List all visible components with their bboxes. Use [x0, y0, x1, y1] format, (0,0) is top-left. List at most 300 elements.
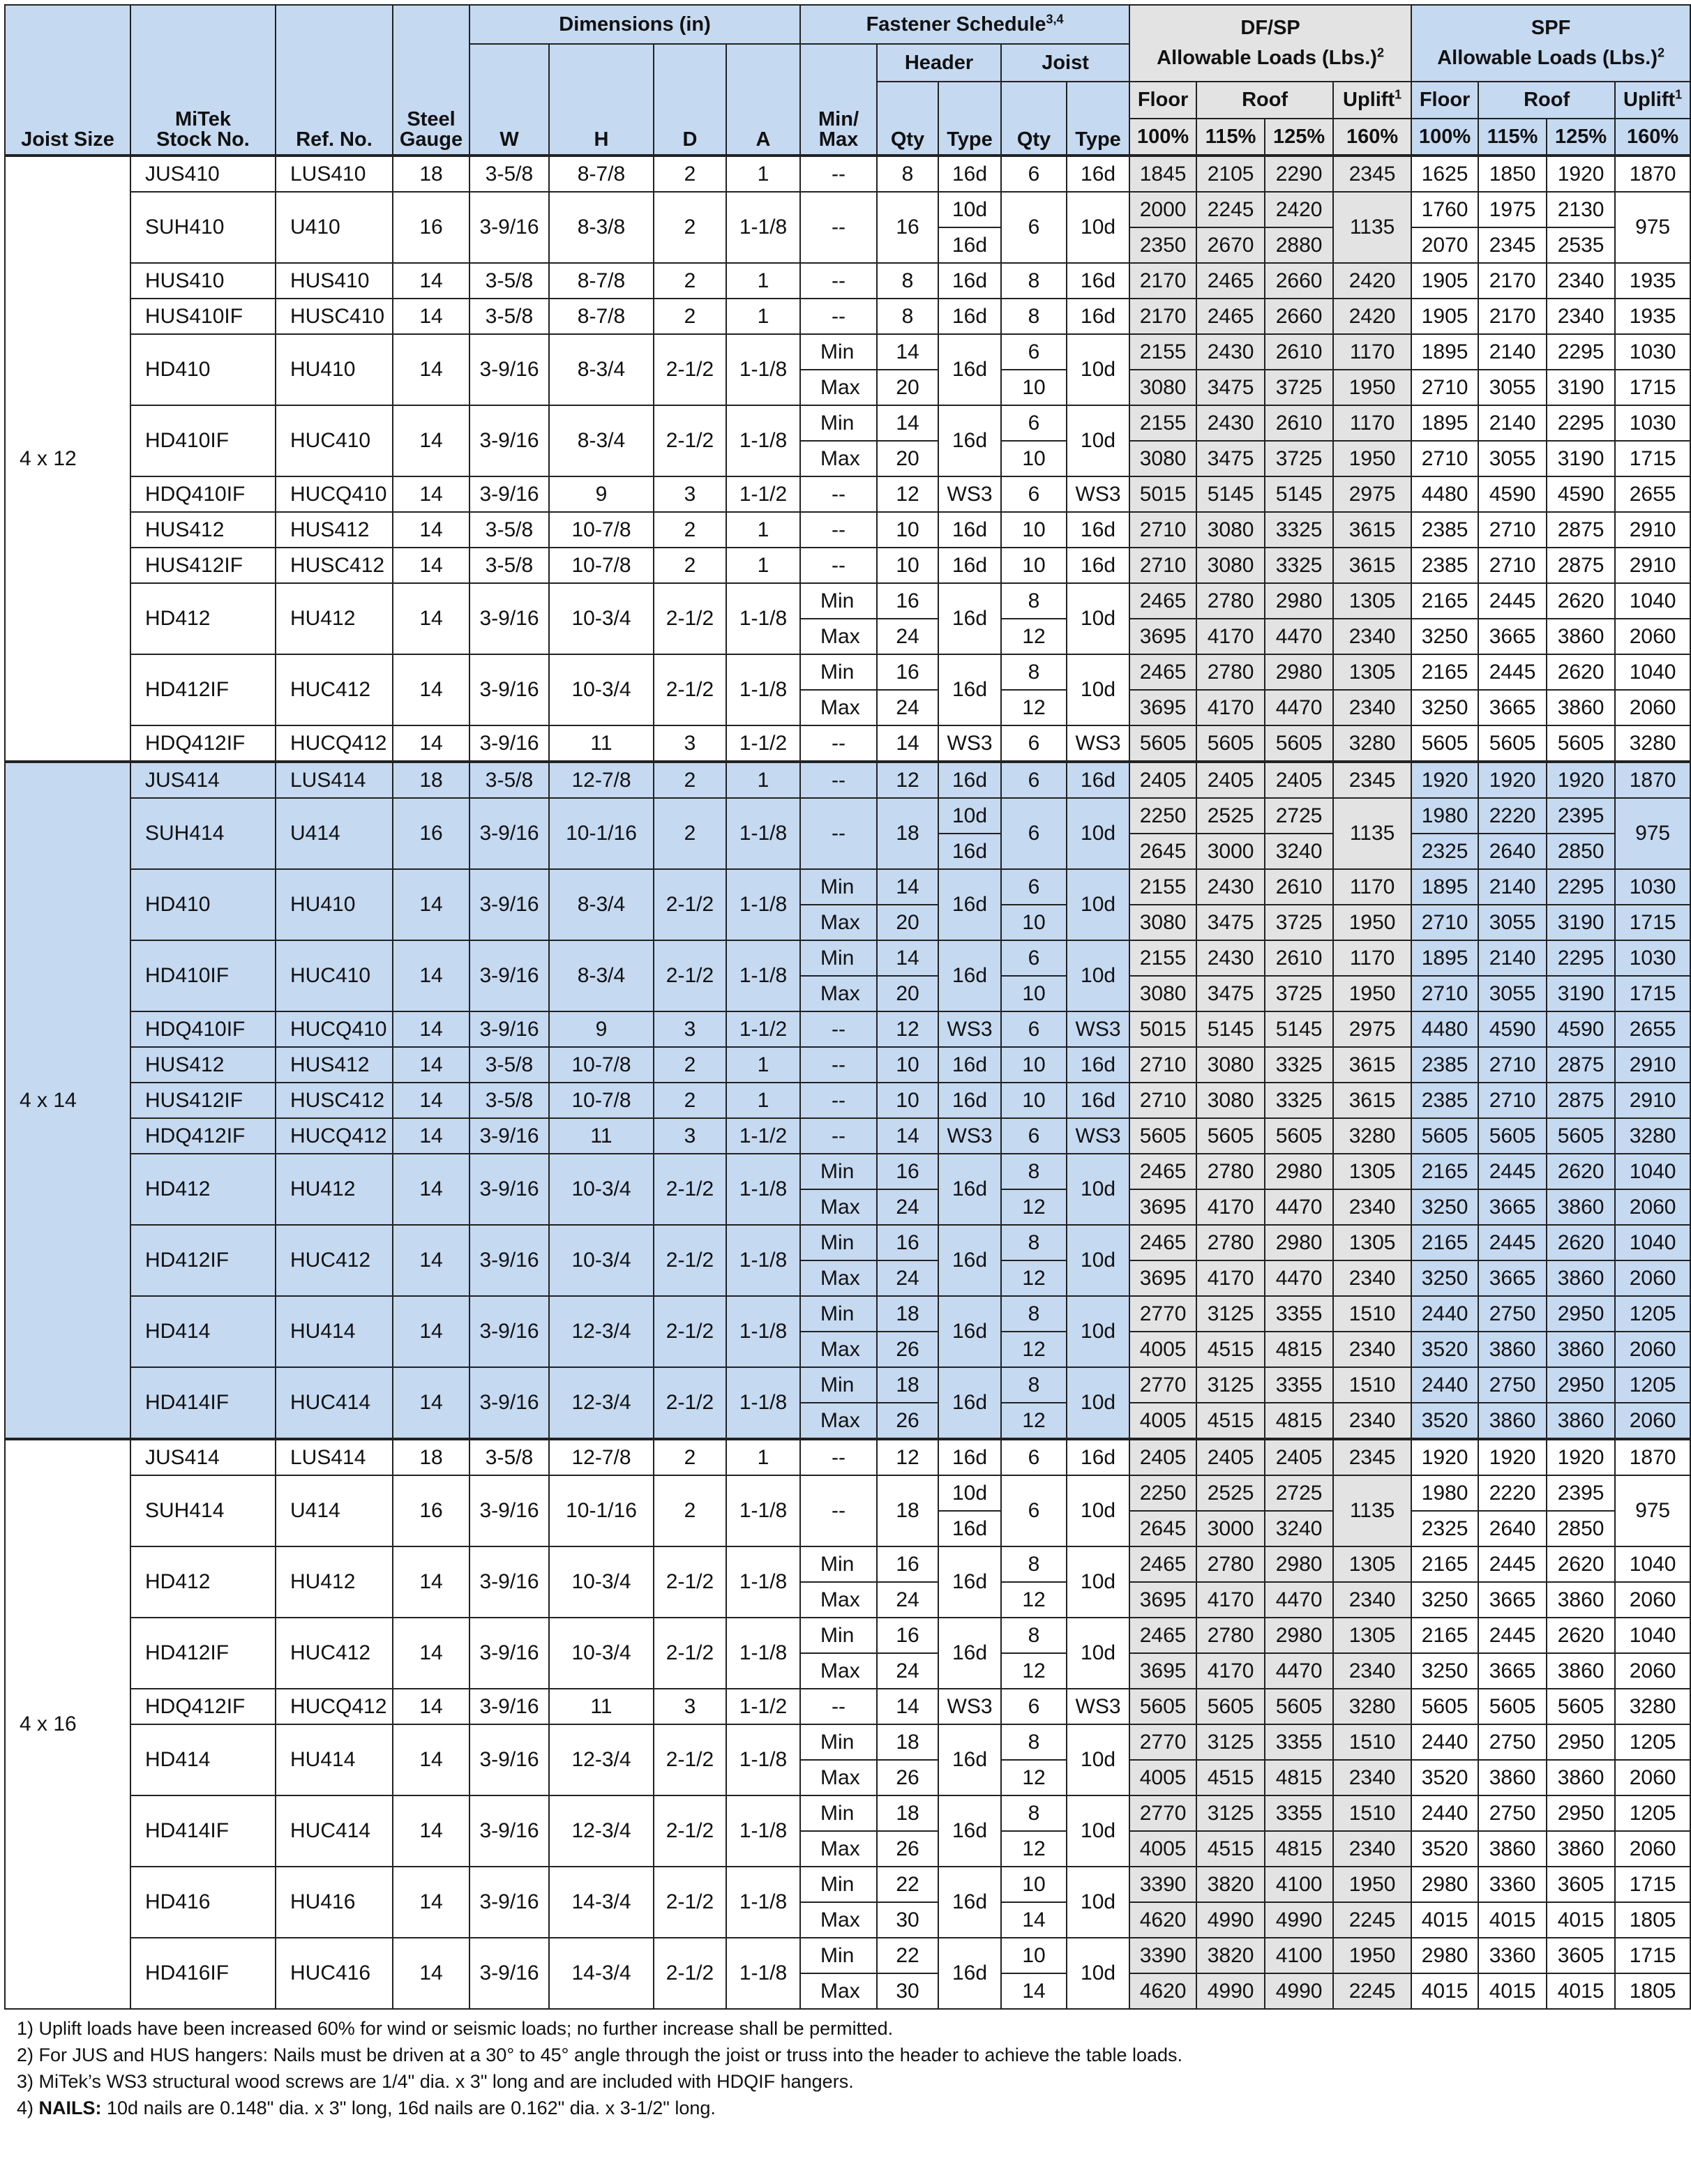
dim-d-cell: 2-1/2: [654, 334, 726, 405]
dim-a-cell: 1-1/2: [726, 1689, 800, 1724]
minmax-cell: Max: [800, 905, 877, 940]
header-qty-cell: 24: [877, 1582, 938, 1618]
header-qty-cell: 24: [877, 1189, 938, 1225]
table-row: [5, 1689, 1690, 1724]
stock-no-cell: HUS412IF: [130, 1083, 276, 1118]
spf-load-cell: 2620: [1547, 1618, 1615, 1653]
dfsp-load-cell: 2525: [1196, 1475, 1265, 1511]
dfsp-load-cell: 3125: [1196, 1367, 1265, 1403]
joist-qty-cell: 12: [1001, 690, 1067, 725]
header-mitek-line2: Stock No.: [156, 128, 250, 151]
dim-h-cell: 10-3/4: [549, 1154, 654, 1225]
header-qty-cell: 26: [877, 1332, 938, 1367]
stock-no-cell: HUS412IF: [130, 548, 276, 583]
dfsp-load-cell: 3280: [1333, 1118, 1411, 1154]
dfsp-load-cell: 2340: [1333, 1332, 1411, 1367]
dfsp-load-cell: 5605: [1265, 1689, 1333, 1724]
dim-w-cell: 3-9/16: [469, 869, 549, 940]
table-row: [5, 334, 1690, 370]
dfsp-load-cell: 2245: [1333, 1902, 1411, 1938]
dfsp-load-cell: 3080: [1129, 976, 1196, 1011]
ref-no-cell: HUCQ410: [276, 476, 393, 512]
header-type-cell: 16d: [938, 869, 1001, 940]
spf-load-cell: 2060: [1615, 1831, 1690, 1867]
table-row: [5, 1154, 1690, 1189]
header-qty-cell: 24: [877, 1260, 938, 1296]
gauge-cell: 14: [393, 654, 469, 725]
spf-load-cell: 3860: [1547, 619, 1615, 654]
dim-h-cell: 10-3/4: [549, 1618, 654, 1689]
minmax-cell: --: [800, 548, 877, 583]
spf-load-cell: 2950: [1547, 1724, 1615, 1760]
dfsp-load-cell: 2710: [1129, 1083, 1196, 1118]
spf-load-cell: 3520: [1411, 1760, 1478, 1795]
table-row: [5, 1938, 1690, 1973]
joist-qty-cell: 10: [1001, 1047, 1067, 1083]
spf-load-cell: 2440: [1411, 1795, 1478, 1831]
dim-w-cell: 3-9/16: [469, 476, 549, 512]
dim-d-cell: 2: [654, 192, 726, 263]
dim-w-cell: 3-9/16: [469, 940, 549, 1011]
minmax-cell: --: [800, 512, 877, 548]
header-dfsp-line1: DF/SP: [1240, 17, 1300, 39]
spf-load-cell: 1920: [1547, 156, 1615, 192]
ref-no-cell: HUS412: [276, 512, 393, 548]
dfsp-load-cell: 2430: [1196, 334, 1265, 370]
dfsp-load-cell: 2250: [1129, 1475, 1196, 1511]
spf-load-cell: 5605: [1547, 725, 1615, 762]
dfsp-load-cell: 5145: [1196, 1011, 1265, 1047]
table-row: [5, 725, 1690, 762]
dim-a-cell: 1-1/8: [726, 798, 800, 869]
dim-h-cell: 10-3/4: [549, 583, 654, 654]
minmax-cell: Min: [800, 405, 877, 441]
spf-load-cell: 2710: [1478, 548, 1547, 583]
spf-load-cell: 2060: [1615, 1403, 1690, 1439]
dfsp-load-cell: 3475: [1196, 905, 1265, 940]
dfsp-load-cell: 3615: [1333, 1047, 1411, 1083]
dfsp-load-cell: 2880: [1265, 227, 1333, 263]
minmax-cell: --: [800, 299, 877, 334]
dfsp-load-cell: 2155: [1129, 334, 1196, 370]
header-qty-cell: 14: [877, 334, 938, 370]
dfsp-load-cell: 3695: [1129, 690, 1196, 725]
table-row: [5, 1439, 1690, 1475]
dfsp-load-cell: 2710: [1129, 512, 1196, 548]
minmax-cell: Min: [800, 654, 877, 690]
minmax-cell: Min: [800, 1795, 877, 1831]
dfsp-load-cell: 5605: [1129, 725, 1196, 762]
spf-load-cell: 3860: [1547, 1403, 1615, 1439]
spf-load-cell: 5605: [1478, 1118, 1547, 1154]
dfsp-load-cell: 2345: [1333, 1439, 1411, 1475]
joist-qty-cell: 10: [1001, 512, 1067, 548]
dfsp-load-cell: 2155: [1129, 940, 1196, 976]
joist-qty-cell: 8: [1001, 1618, 1067, 1653]
spf-load-cell: 2655: [1615, 1011, 1690, 1047]
joist-qty-cell: 6: [1001, 798, 1067, 869]
header-type-cell: 10d: [938, 1475, 1001, 1511]
stock-no-cell: JUS414: [130, 1439, 276, 1475]
joist-type-cell: 10d: [1067, 405, 1129, 476]
ref-no-cell: HUC412: [276, 1618, 393, 1689]
header-qty-cell: 20: [877, 905, 938, 940]
spf-load-cell: 2710: [1478, 1083, 1547, 1118]
minmax-cell: Min: [800, 1724, 877, 1760]
header-type-cell: 16d: [938, 1618, 1001, 1689]
dfsp-load-cell: 2245: [1333, 1973, 1411, 2009]
dfsp-load-cell: 4170: [1196, 1582, 1265, 1618]
dfsp-load-cell: 5145: [1196, 476, 1265, 512]
joist-qty-cell: 6: [1001, 762, 1067, 798]
table-row: [5, 1546, 1690, 1582]
joist-qty-cell: 8: [1001, 654, 1067, 690]
header-minmax: [800, 44, 877, 156]
dfsp-load-cell: 4515: [1196, 1403, 1265, 1439]
dfsp-load-cell: 3475: [1196, 370, 1265, 405]
spf-load-cell: 1920: [1547, 1439, 1615, 1475]
header-qty-cell: 18: [877, 1724, 938, 1760]
joist-type-cell: 10d: [1067, 1546, 1129, 1618]
dim-d-cell: 2-1/2: [654, 869, 726, 940]
spf-load-cell: 1030: [1615, 940, 1690, 976]
dfsp-load-cell: 3325: [1265, 1047, 1333, 1083]
dfsp-load-cell: 2465: [1196, 263, 1265, 299]
spf-load-cell: 2620: [1547, 1154, 1615, 1189]
dfsp-load-cell: 4470: [1265, 1260, 1333, 1296]
gauge-cell: 16: [393, 798, 469, 869]
dim-w-cell: 3-9/16: [469, 654, 549, 725]
spf-load-cell: 4015: [1547, 1902, 1615, 1938]
spf-load-cell: 1760: [1411, 192, 1478, 227]
joist-qty-cell: 6: [1001, 1689, 1067, 1724]
spf-load-cell: 1920: [1478, 762, 1547, 798]
dim-d-cell: 2-1/2: [654, 654, 726, 725]
spf-load-cell: 2440: [1411, 1367, 1478, 1403]
spf-load-cell: 1850: [1478, 156, 1547, 192]
stock-no-cell: HD412: [130, 583, 276, 654]
header-type-cell: 16d: [938, 1083, 1001, 1118]
gauge-cell: 14: [393, 1938, 469, 2009]
joist-size-cell: 4 x 16: [5, 1439, 130, 2009]
joist-type-cell: 10d: [1067, 1938, 1129, 2009]
dim-w-cell: 3-5/8: [469, 156, 549, 192]
dfsp-load-cell: 4515: [1196, 1332, 1265, 1367]
dfsp-load-cell: 5605: [1196, 1118, 1265, 1154]
dim-a-cell: 1-1/8: [726, 334, 800, 405]
dfsp-load-cell: 3615: [1333, 1083, 1411, 1118]
dfsp-load-cell: 3695: [1129, 1260, 1196, 1296]
joist-qty-cell: 10: [1001, 370, 1067, 405]
joist-qty-cell: 10: [1001, 1938, 1067, 1973]
dfsp-load-cell: 2345: [1333, 762, 1411, 798]
dim-h-cell: 11: [549, 725, 654, 762]
gauge-cell: 14: [393, 1689, 469, 1724]
dfsp-load-cell: 2770: [1129, 1724, 1196, 1760]
spf-load-cell: 1040: [1615, 1618, 1690, 1653]
table-row: [5, 1011, 1690, 1047]
spf-load-cell: 2710: [1411, 441, 1478, 476]
dfsp-load-cell: 4100: [1265, 1938, 1333, 1973]
spf-load-cell: 1715: [1615, 976, 1690, 1011]
header-header-group: Header: [877, 44, 1001, 82]
joist-qty-cell: 6: [1001, 476, 1067, 512]
footnote: [17, 2095, 1182, 2121]
ref-no-cell: HUS410: [276, 263, 393, 299]
header-qty-cell: 20: [877, 370, 938, 405]
dfsp-load-cell: 3355: [1265, 1795, 1333, 1831]
dim-w-cell: 3-9/16: [469, 1154, 549, 1225]
minmax-cell: Min: [800, 583, 877, 619]
gauge-cell: 14: [393, 1546, 469, 1618]
spf-load-cell: 3250: [1411, 619, 1478, 654]
dfsp-load-cell: 2350: [1129, 227, 1196, 263]
table-row: [5, 192, 1690, 227]
header-type-cell: WS3: [938, 476, 1001, 512]
spf-load-cell: 1895: [1411, 334, 1478, 370]
dim-d-cell: 3: [654, 725, 726, 762]
spf-load-cell: 1935: [1615, 299, 1690, 334]
dfsp-load-cell: 5015: [1129, 1011, 1196, 1047]
stock-no-cell: HD410: [130, 869, 276, 940]
header-qty-cell: 26: [877, 1760, 938, 1795]
dfsp-load-cell: 1510: [1333, 1367, 1411, 1403]
gauge-cell: 14: [393, 1724, 469, 1795]
gauge-cell: 14: [393, 583, 469, 654]
spf-load-cell: 1920: [1411, 762, 1478, 798]
dim-w-cell: 3-5/8: [469, 1439, 549, 1475]
table-row: [5, 548, 1690, 583]
spf-load-cell: 2340: [1547, 263, 1615, 299]
footnote: [17, 2015, 1182, 2042]
dfsp-load-cell: 2670: [1196, 227, 1265, 263]
dim-a-cell: 1-1/2: [726, 476, 800, 512]
dim-h-cell: 10-7/8: [549, 512, 654, 548]
dfsp-load-cell: 3325: [1265, 512, 1333, 548]
dim-h-cell: 8-3/4: [549, 869, 654, 940]
dfsp-load-cell: 2420: [1333, 299, 1411, 334]
header-spf-125: 125%: [1547, 119, 1615, 156]
dim-w-cell: 3-9/16: [469, 1546, 549, 1618]
spf-load-cell: 2345: [1478, 227, 1547, 263]
ref-no-cell: HUSC410: [276, 299, 393, 334]
spf-load-cell: 1895: [1411, 405, 1478, 441]
spf-load-cell: 3250: [1411, 1582, 1478, 1618]
spf-load-cell: 3665: [1478, 1653, 1547, 1689]
spf-load-cell: 1205: [1615, 1296, 1690, 1332]
dfsp-load-cell: 3080: [1196, 1047, 1265, 1083]
spf-load-cell: 3360: [1478, 1938, 1547, 1973]
dfsp-load-cell: 2155: [1129, 869, 1196, 905]
header-type-cell: 16d: [938, 834, 1001, 869]
joist-type-cell: 10d: [1067, 1367, 1129, 1439]
spf-load-cell: 3860: [1478, 1760, 1547, 1795]
spf-load-cell: 2710: [1478, 512, 1547, 548]
dfsp-load-cell: 4470: [1265, 1653, 1333, 1689]
spf-load-cell: 3190: [1547, 905, 1615, 940]
header-dfsp-uplift: [1333, 82, 1411, 119]
joist-group: [5, 1439, 1690, 2009]
minmax-cell: Max: [800, 1760, 877, 1795]
dfsp-load-cell: 2345: [1333, 156, 1411, 192]
minmax-cell: Max: [800, 619, 877, 654]
spf-load-cell: 3665: [1478, 1189, 1547, 1225]
dim-w-cell: 3-9/16: [469, 1225, 549, 1296]
spf-load-cell: 2395: [1547, 1475, 1615, 1511]
spf-load-cell: 4015: [1411, 1973, 1478, 2009]
spf-load-cell: 3860: [1547, 1332, 1615, 1367]
dfsp-load-cell: 3615: [1333, 548, 1411, 583]
header-dim-w: W: [469, 44, 549, 156]
table-row: [5, 1618, 1690, 1653]
joist-qty-cell: 14: [1001, 1973, 1067, 2009]
dfsp-load-cell: 3125: [1196, 1724, 1265, 1760]
dfsp-load-cell: 4470: [1265, 690, 1333, 725]
dfsp-load-cell: 4170: [1196, 690, 1265, 725]
header-type-cell: 16d: [938, 299, 1001, 334]
dfsp-load-cell: 2420: [1265, 192, 1333, 227]
dim-d-cell: 3: [654, 1689, 726, 1724]
spf-load-cell: 3605: [1547, 1938, 1615, 1973]
spf-load-cell: 2325: [1411, 1511, 1478, 1546]
spf-load-cell: 1805: [1615, 1973, 1690, 2009]
header-spf-115: 115%: [1478, 119, 1547, 156]
table-row: [5, 512, 1690, 548]
minmax-cell: --: [800, 762, 877, 798]
header-dfsp-line2: Allowable Loads (Lbs.): [1157, 47, 1377, 69]
dfsp-load-cell: 2405: [1129, 1439, 1196, 1475]
dim-a-cell: 1-1/8: [726, 1296, 800, 1367]
joist-type-cell: 10d: [1067, 192, 1129, 263]
joist-qty-cell: 8: [1001, 299, 1067, 334]
spf-load-cell: 2750: [1478, 1795, 1547, 1831]
minmax-cell: --: [800, 192, 877, 263]
joist-type-cell: 10d: [1067, 869, 1129, 940]
spf-load-cell: 2140: [1478, 405, 1547, 441]
gauge-cell: 16: [393, 1475, 469, 1546]
dfsp-load-cell: 2710: [1129, 1047, 1196, 1083]
dim-d-cell: 2-1/2: [654, 1795, 726, 1867]
spf-load-cell: 2325: [1411, 834, 1478, 869]
dfsp-uplift-cell: 1135: [1333, 192, 1411, 263]
dim-w-cell: 3-9/16: [469, 1118, 549, 1154]
dfsp-load-cell: 2340: [1333, 690, 1411, 725]
header-qty-cell: 16: [877, 583, 938, 619]
spf-load-cell: 2620: [1547, 1546, 1615, 1582]
dfsp-load-cell: 4170: [1196, 1260, 1265, 1296]
dfsp-load-cell: 2525: [1196, 798, 1265, 834]
minmax-cell: --: [800, 1689, 877, 1724]
minmax-cell: Max: [800, 1332, 877, 1367]
joist-type-cell: 10d: [1067, 1225, 1129, 1296]
dfsp-load-cell: 2725: [1265, 798, 1333, 834]
ref-no-cell: HUSC412: [276, 548, 393, 583]
dfsp-load-cell: 1950: [1333, 905, 1411, 940]
spf-load-cell: 2640: [1478, 834, 1547, 869]
stock-no-cell: HD412: [130, 1154, 276, 1225]
minmax-cell: Max: [800, 1973, 877, 2009]
gauge-cell: 14: [393, 548, 469, 583]
spf-load-cell: 5605: [1478, 1689, 1547, 1724]
dim-a-cell: 1: [726, 1083, 800, 1118]
header-type-cell: 16d: [938, 334, 1001, 405]
dfsp-load-cell: 4815: [1265, 1403, 1333, 1439]
minmax-cell: --: [800, 1475, 877, 1546]
spf-load-cell: 3360: [1478, 1867, 1547, 1902]
spf-load-cell: 4480: [1411, 476, 1478, 512]
dfsp-load-cell: 2980: [1265, 1618, 1333, 1653]
spf-load-cell: 3665: [1478, 619, 1547, 654]
spf-load-cell: 2165: [1411, 1225, 1478, 1260]
header-qty-cell: 10: [877, 548, 938, 583]
dim-a-cell: 1-1/2: [726, 1118, 800, 1154]
spf-load-cell: 3860: [1547, 690, 1615, 725]
spf-load-cell: 1205: [1615, 1724, 1690, 1760]
dfsp-load-cell: 2780: [1196, 583, 1265, 619]
joist-qty-cell: 8: [1001, 583, 1067, 619]
header-dfsp-roof: Roof: [1196, 82, 1333, 119]
header-qty-cell: 18: [877, 1367, 938, 1403]
dim-a-cell: 1-1/8: [726, 1795, 800, 1867]
stock-no-cell: HD414: [130, 1724, 276, 1795]
header-qty-cell: 14: [877, 405, 938, 441]
header-dim-a: A: [726, 44, 800, 156]
header-qty-cell: 10: [877, 512, 938, 548]
joist-qty-cell: 12: [1001, 1760, 1067, 1795]
dim-d-cell: 2: [654, 263, 726, 299]
joist-qty-cell: 12: [1001, 1582, 1067, 1618]
joist-type-cell: 16d: [1067, 299, 1129, 334]
dfsp-load-cell: 3080: [1129, 441, 1196, 476]
dfsp-load-cell: 2465: [1196, 299, 1265, 334]
spf-load-cell: 4015: [1547, 1973, 1615, 2009]
stock-no-cell: SUH414: [130, 798, 276, 869]
dfsp-load-cell: 1845: [1129, 156, 1196, 192]
minmax-cell: --: [800, 476, 877, 512]
joist-qty-cell: 12: [1001, 1653, 1067, 1689]
stock-no-cell: HDQ412IF: [130, 1118, 276, 1154]
dim-a-cell: 1: [726, 1439, 800, 1475]
joist-qty-cell: 8: [1001, 1296, 1067, 1332]
dfsp-load-cell: 4620: [1129, 1973, 1196, 2009]
table-row: [5, 1296, 1690, 1332]
joist-qty-cell: 8: [1001, 1154, 1067, 1189]
dim-a-cell: 1-1/8: [726, 1225, 800, 1296]
joist-qty-cell: 10: [1001, 1083, 1067, 1118]
dfsp-load-cell: 3820: [1196, 1938, 1265, 1973]
spf-load-cell: 1975: [1478, 192, 1547, 227]
minmax-cell: --: [800, 1047, 877, 1083]
header-type-cell: 16d: [938, 654, 1001, 725]
spf-load-cell: 5605: [1547, 1689, 1615, 1724]
joist-type-cell: 10d: [1067, 1296, 1129, 1367]
dfsp-load-cell: 3080: [1196, 548, 1265, 583]
spf-load-cell: 2140: [1478, 940, 1547, 976]
dim-h-cell: 10-7/8: [549, 1047, 654, 1083]
dim-w-cell: 3-9/16: [469, 725, 549, 762]
stock-no-cell: HD416IF: [130, 1938, 276, 2009]
dim-a-cell: 1-1/8: [726, 1154, 800, 1225]
dfsp-load-cell: 3325: [1265, 1083, 1333, 1118]
dfsp-load-cell: 4470: [1265, 1582, 1333, 1618]
dim-d-cell: 2-1/2: [654, 1296, 726, 1367]
dfsp-load-cell: 2975: [1333, 476, 1411, 512]
joist-qty-cell: 6: [1001, 1118, 1067, 1154]
minmax-cell: Max: [800, 690, 877, 725]
spf-load-cell: 2060: [1615, 1760, 1690, 1795]
minmax-cell: Min: [800, 1367, 877, 1403]
header-qty-cell: 16: [877, 654, 938, 690]
